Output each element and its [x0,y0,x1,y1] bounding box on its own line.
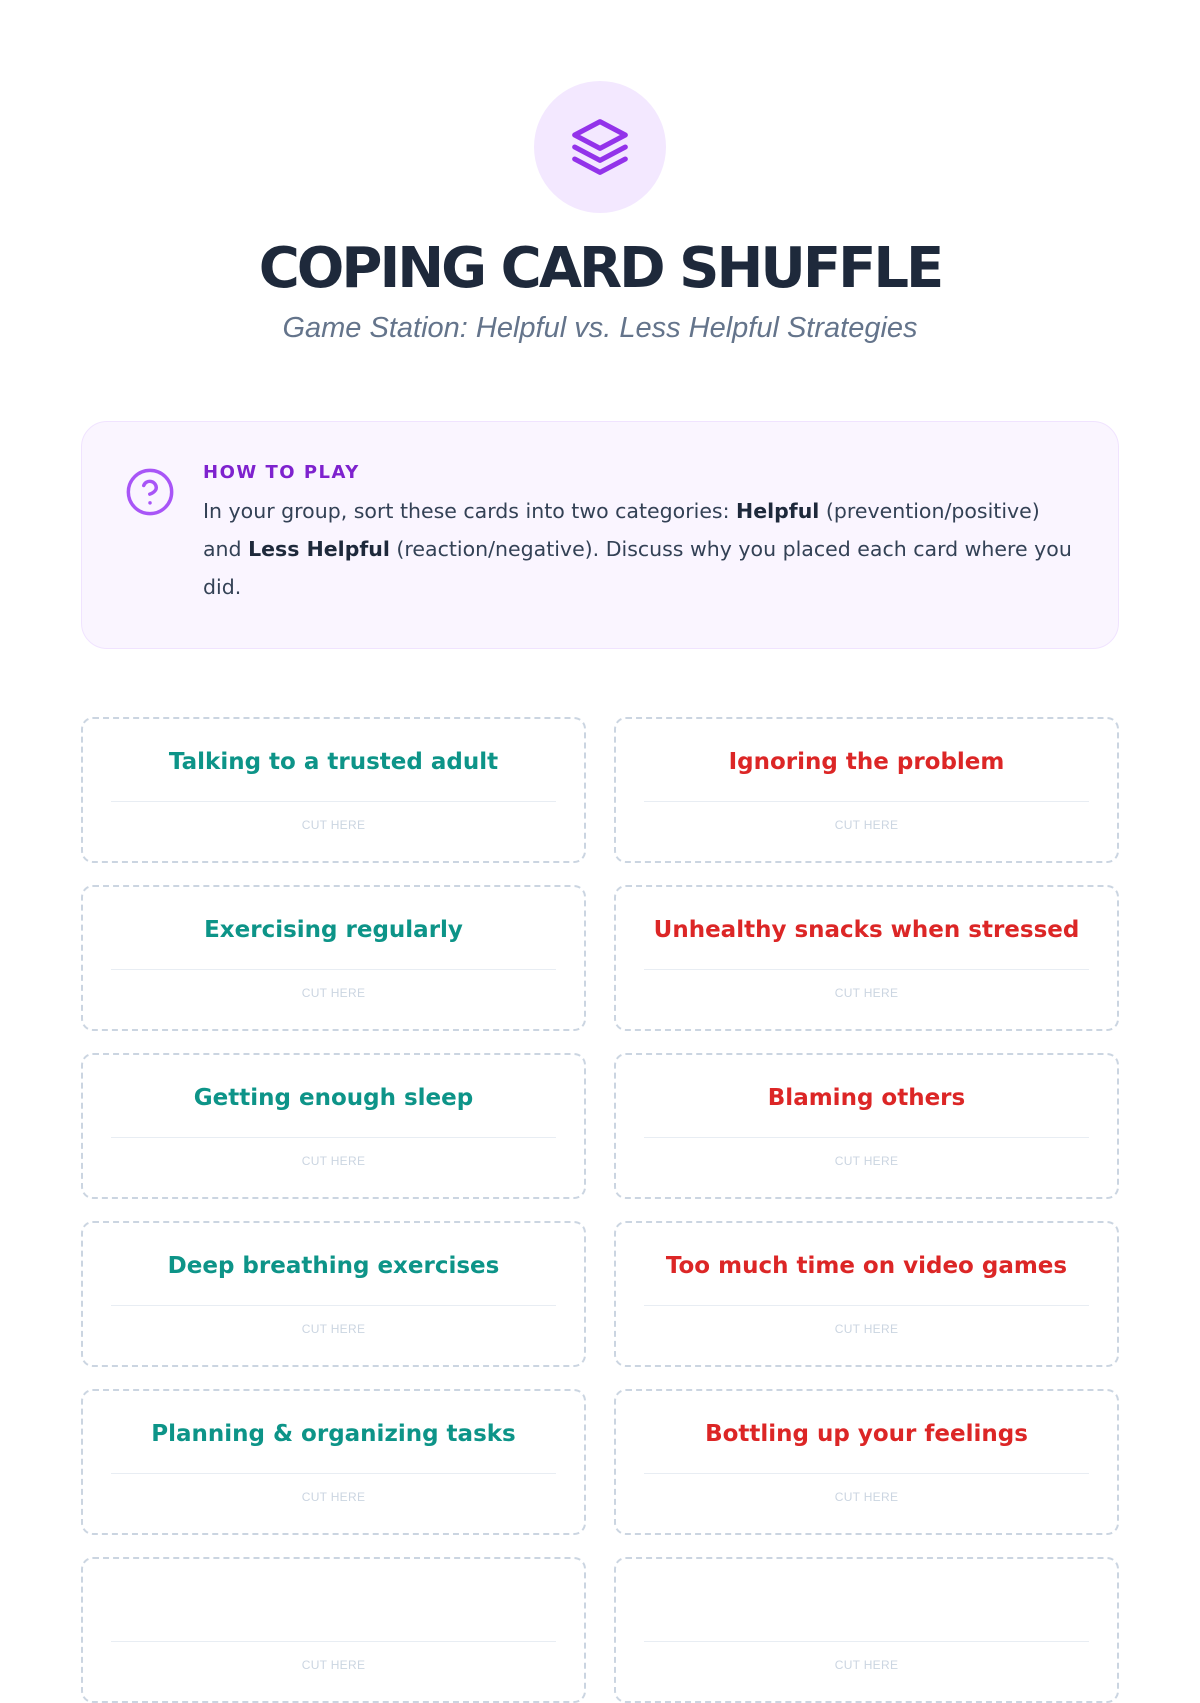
card-label: Deep breathing exercises [167,1253,500,1279]
card-label: Ignoring the problem [728,749,1005,775]
page-title: COPING CARD SHUFFLE [258,236,942,301]
coping-card [81,717,586,863]
help-circle-icon [124,466,176,518]
card-grid [81,717,1119,1703]
coping-card [81,1053,586,1199]
cut-here-label: CUT HERE [834,1490,899,1504]
card-divider [111,1473,556,1474]
cut-here-label: CUT HERE [301,986,366,1000]
cut-here-label: CUT HERE [834,1658,899,1672]
coping-card [81,1221,586,1367]
instructions-text-part: (prevention/positive) and [203,499,1040,561]
card-divider [644,801,1089,802]
card-divider [644,969,1089,970]
coping-card [81,885,586,1031]
card-divider [111,801,556,802]
coping-card [614,1221,1119,1367]
stack-layers-icon [534,81,666,213]
card-label: Getting enough sleep [193,1085,474,1111]
how-to-play-box [81,421,1119,649]
card-label: Too much time on video games [665,1253,1068,1279]
card-label: Unhealthy snacks when stressed [653,917,1080,943]
card-label: Planning & organizing tasks [151,1421,516,1447]
cut-here-label: CUT HERE [301,1154,366,1168]
cut-here-label: CUT HERE [301,1490,366,1504]
card-divider [644,1305,1089,1306]
coping-card [614,1557,1119,1703]
card-divider [111,1641,556,1642]
cut-here-label: CUT HERE [834,818,899,832]
card-label: Talking to a trusted adult [168,749,499,775]
card-divider [644,1473,1089,1474]
card-divider [111,969,556,970]
cut-here-label: CUT HERE [301,1658,366,1672]
coping-card [614,1389,1119,1535]
coping-card [81,1557,586,1703]
helpful-term: Helpful [736,499,820,523]
coping-card [81,1389,586,1535]
card-divider [644,1641,1089,1642]
coping-card [614,717,1119,863]
cut-here-label: CUT HERE [301,818,366,832]
cut-here-label: CUT HERE [301,1322,366,1336]
how-to-play-body [203,492,1083,606]
page-subtitle: Game Station: Helpful vs. Less Helpful Strategies [282,312,918,344]
instructions-text-part: (reaction/negative). Discuss why you placed each card where you did. [203,537,1072,599]
how-to-play-heading: HOW TO PLAY [203,462,360,483]
card-divider [111,1305,556,1306]
cut-here-label: CUT HERE [834,986,899,1000]
card-label: Exercising regularly [204,917,463,943]
less-helpful-term: Less Helpful [248,537,390,561]
how-to-play-content [203,462,1083,606]
card-label: Bottling up your feelings [705,1421,1028,1447]
card-divider [644,1137,1089,1138]
coping-card [614,885,1119,1031]
coping-card [614,1053,1119,1199]
card-divider [111,1137,556,1138]
cut-here-label: CUT HERE [834,1154,899,1168]
cut-here-label: CUT HERE [834,1322,899,1336]
instructions-text-part: In your group, sort these cards into two categories: [203,499,737,523]
card-label: Blaming others [767,1085,966,1111]
